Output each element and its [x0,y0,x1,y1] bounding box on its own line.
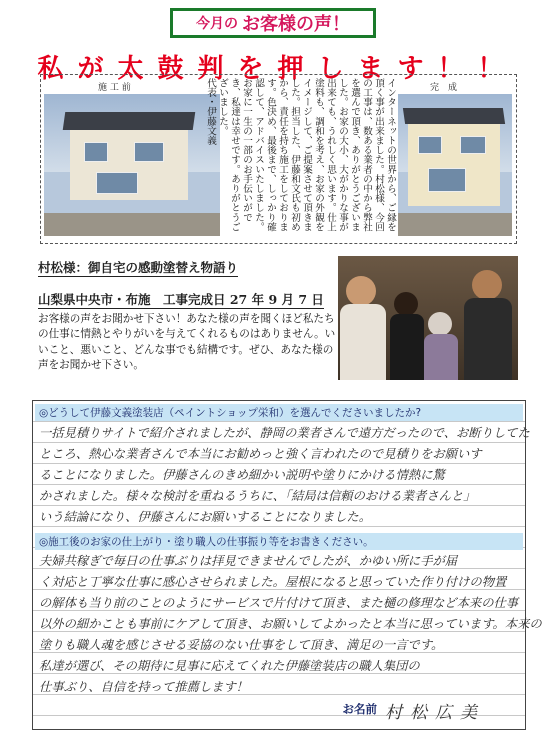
answer-2-line: 夫婦共稼ぎで毎日の仕事ぶりは拝見できませんでしたが、かゆい所に手が届 [39,554,458,568]
owner-signature: 代表・伊藤文義 [205,78,216,146]
group-photo [338,256,518,380]
answer-2-line: 仕事ぶり、自信を持って推薦します！ [39,680,249,694]
answer-1-line: 一括見積りサイトで紹介されましたが、静岡の業者さんで遠方だったので、お断りしてた [39,426,530,440]
answer-2-line: 塗りも職人魂を感じさせる妥協のない仕事をして頂き、満足の一言です。 [39,638,444,652]
answer-1 [39,423,530,528]
after-label: 完 成 [430,83,458,93]
answer-2 [39,551,542,698]
intro-text: お客様の声をお聞かせ下さい！あなた様の声を聞くほど私たちの仕事に情熱とやりがいを与えてくれるものはありません。いいこと、悪いこと、どんな事でも結構です。ぜひ、あなた様の声をお聞かせ下さい。 [38,313,336,372]
location-line: 山梨県中央市・布施 工事完成日 27 年 9 月 7 日 [38,292,324,307]
after-photo [398,94,512,236]
before-photo [44,94,220,236]
answer-2-line: 以外の細かことも事前にケアして頂き、お願いしてよかったと本当に思っています。本来の [39,617,542,631]
answer-2-line: 私達が選び、その期待に見事に応えてくれた伊藤塗装店の職人集団の [39,659,420,673]
page-title: お客様の声！ [242,14,350,35]
before-label: 施 工 前 [98,83,131,93]
owner-message-body: インターネットの世界から、ご縁を頂く事が出来ました。村松様、今回の工事は、数ある業者の中から弊社を選んで頂き、ありがとうございました。お家の大小、大がかりな事が出来ても、うれしく思います。仕上塗料も、調和を考え、お家の外観をイメージして、ご提案させて頂きました。担当した、伊藤和文氏も初めから、責任を持ち施工をしております。色決め、最後まで、しっかり確認して、アドバイスいたしました。お家に一生の一部のお手伝いができ、私達は幸せです。ありがとうございました。 [217,78,396,232]
customer-title: 村松様：御自宅の感動塗替え物語り [38,260,239,275]
headline: 私が太鼓判を押します！！ [37,54,518,84]
handwritten-form [32,400,542,730]
answer-1-line: いう結論になり、伊藤さんにお願いすることになりました。 [39,510,372,524]
customer-signature: 村松広美 [385,703,485,723]
answer-1-line: かされました。様々な検討を重ねるうちに、「結局は信頼のおける業者さんと」 [39,489,476,503]
question-1: ◎どうして伊藤文義塗装店（ペイントショップ栄和）を選んでくださいましたか? [35,404,523,421]
page-title-box [170,8,376,38]
title-small: 今月の [196,16,238,32]
question-2: ◎施工後のお家の仕上がり・塗り職人の仕事振り等をお書きください。 [35,533,523,550]
answer-2-line: く対応と丁寧な仕事に感心させられました。屋根になると思っていた作り付けの物置 [39,575,507,589]
name-label: お名前 [342,702,377,716]
owner-message [205,78,396,240]
answer-2-line: の解体も当り前のことのようにサービスで片付けて頂き、また樋の修理など本来の仕事 [39,596,519,610]
answer-1-line: ることになりました。伊藤さんのきめ細かい説明や塗りにかける情熱に驚 [39,468,445,482]
answer-1-line: ところ、熱心な業者さんで本当にお勧めっと強く言われたので見積りをお願いす [39,447,482,461]
